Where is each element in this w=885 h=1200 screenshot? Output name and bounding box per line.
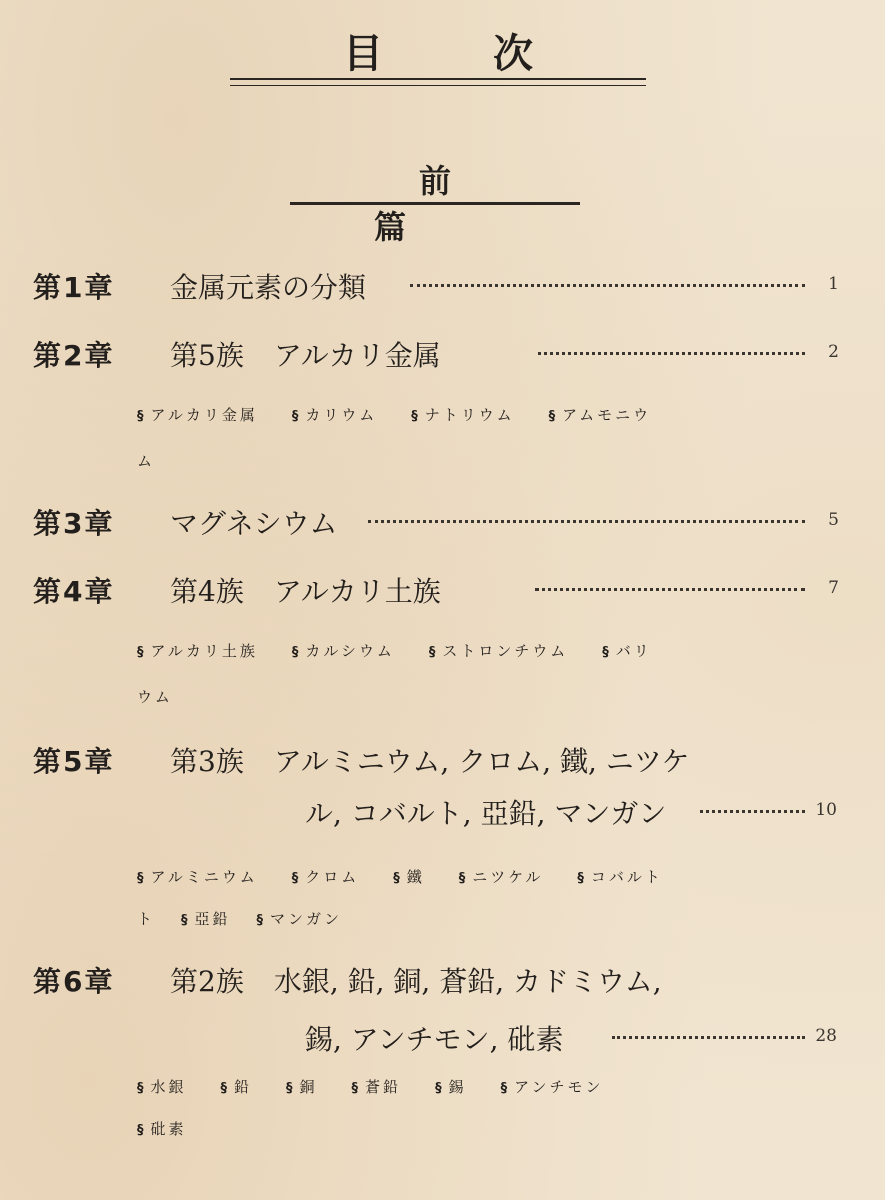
subsection-label: アルミニウム bbox=[150, 868, 258, 886]
subsection-item[interactable] bbox=[429, 642, 568, 660]
subsection-item[interactable] bbox=[549, 406, 651, 424]
subsection-label: 鉛 bbox=[234, 1078, 253, 1096]
subsection-item[interactable] bbox=[137, 1120, 187, 1138]
subsection-label: 錫 bbox=[448, 1078, 467, 1096]
chapter-title: 水銀, 鉛, 銅, 蒼鉛, カドミウム, bbox=[273, 965, 662, 998]
chapter-title: アルミニウム, クロム, 鐵, ニツケ bbox=[273, 745, 690, 778]
chapter-group: 第3族 bbox=[170, 745, 244, 778]
subsection-label: カリウム bbox=[305, 406, 378, 424]
page-number: 10 bbox=[815, 800, 837, 820]
chapter-group: 第5族 bbox=[170, 339, 244, 372]
subsection-label: アムモニウ bbox=[562, 406, 652, 424]
chapter-number: 第1章 bbox=[33, 271, 115, 304]
subsection-item[interactable] bbox=[181, 910, 231, 928]
subsection-label: ウム bbox=[137, 688, 173, 706]
section-mark: § bbox=[137, 645, 147, 660]
chapter-group: 第4族 bbox=[170, 575, 244, 608]
chapter-number: 第6章 bbox=[33, 965, 115, 998]
section-mark: § bbox=[393, 871, 403, 886]
subsection-label: 砒素 bbox=[150, 1120, 187, 1138]
subsection-label: 銅 bbox=[299, 1078, 318, 1096]
dot-leader bbox=[612, 1036, 805, 1039]
toc-entry-continuation[interactable] bbox=[0, 792, 885, 838]
subsection-item[interactable] bbox=[435, 1078, 467, 1096]
subsection-continuation bbox=[137, 450, 181, 471]
toc-entry[interactable] bbox=[0, 502, 885, 548]
toc-entry[interactable] bbox=[0, 570, 885, 616]
subsection-label: 亞鉛 bbox=[194, 910, 231, 928]
chapter-heading bbox=[170, 740, 690, 780]
section-mark: § bbox=[137, 1081, 147, 1096]
subsection-item[interactable] bbox=[137, 642, 258, 660]
toc-entry-continuation[interactable] bbox=[0, 1018, 885, 1064]
subsection-label: 水銀 bbox=[150, 1078, 187, 1096]
section-mark: § bbox=[256, 913, 267, 928]
subsection-item[interactable] bbox=[292, 868, 360, 886]
page-number: 2 bbox=[828, 342, 839, 362]
section-mark: § bbox=[137, 1123, 147, 1138]
subsection-label: マンガン bbox=[270, 910, 343, 928]
section-mark: § bbox=[351, 1081, 362, 1096]
chapter-number: 第4章 bbox=[33, 575, 115, 608]
chapter-group: 第2族 bbox=[170, 965, 244, 998]
subsection-item[interactable] bbox=[221, 1078, 253, 1096]
subsection-list bbox=[137, 640, 686, 661]
subsection-continuation bbox=[137, 686, 199, 707]
section-mark: § bbox=[137, 871, 147, 886]
subsection-label: アルカリ金属 bbox=[150, 406, 258, 424]
dot-leader bbox=[410, 284, 805, 287]
chapter-title-line2: ル, コバルト, 亞鉛, マンガン bbox=[305, 797, 667, 830]
section-mark: § bbox=[291, 645, 302, 660]
subsection-item[interactable] bbox=[411, 406, 514, 424]
subsection-label: ニツケル bbox=[472, 868, 544, 886]
subsection-item[interactable] bbox=[286, 1078, 318, 1096]
subsection-item[interactable] bbox=[459, 868, 544, 886]
subsection-list bbox=[137, 866, 697, 887]
page-number: 28 bbox=[815, 1026, 837, 1046]
section-underline bbox=[290, 202, 580, 205]
subsection-label: ト bbox=[137, 910, 156, 928]
subsection-item[interactable] bbox=[577, 868, 663, 886]
subsection-item[interactable] bbox=[292, 642, 395, 660]
subsection-label: コバルト bbox=[590, 868, 663, 886]
subsection-item[interactable] bbox=[257, 910, 343, 928]
title-underline bbox=[230, 78, 646, 86]
chapter-heading bbox=[170, 570, 441, 610]
page-number: 7 bbox=[828, 578, 839, 598]
toc-entry[interactable] bbox=[0, 740, 885, 786]
subsection-label: アンチモン bbox=[514, 1078, 604, 1096]
subsection-continuation bbox=[137, 908, 368, 929]
toc-entry[interactable] bbox=[0, 334, 885, 380]
subsection-label: ム bbox=[137, 452, 156, 470]
subsection-list bbox=[137, 404, 685, 425]
section-mark: § bbox=[577, 871, 587, 886]
section-mark: § bbox=[291, 871, 302, 886]
dot-leader bbox=[535, 588, 805, 591]
subsection-item[interactable] bbox=[352, 1078, 402, 1096]
subsection-label: クロム bbox=[305, 868, 360, 886]
subsection-label: アルカリ土族 bbox=[150, 642, 258, 660]
section-mark: § bbox=[458, 871, 469, 886]
chapter-number: 第3章 bbox=[33, 507, 115, 540]
subsection-label: カルシウム bbox=[305, 642, 395, 660]
chapter-heading bbox=[170, 334, 441, 374]
subsection-label: ナトリウム bbox=[424, 406, 515, 424]
section-mark: § bbox=[548, 409, 559, 424]
section-mark: § bbox=[286, 1081, 296, 1096]
subsection-item[interactable] bbox=[292, 406, 377, 424]
subsection-item[interactable] bbox=[393, 868, 425, 886]
subsection-item[interactable] bbox=[137, 1078, 187, 1096]
chapter-number: 第5章 bbox=[33, 745, 115, 778]
toc-entry[interactable] bbox=[0, 960, 885, 1006]
dot-leader bbox=[538, 352, 805, 355]
section-mark: § bbox=[602, 645, 612, 660]
chapter-heading bbox=[170, 960, 662, 1000]
subsection-label: 鐵 bbox=[406, 868, 425, 886]
section-mark: § bbox=[500, 1081, 511, 1096]
toc-title: 目次 bbox=[343, 30, 643, 77]
chapter-number: 第2章 bbox=[33, 339, 115, 372]
section-mark: § bbox=[181, 913, 191, 928]
chapter-title: 金属元素の分類 bbox=[170, 271, 367, 304]
subsection-continuation bbox=[137, 1118, 213, 1139]
subsection-label: 蒼鉛 bbox=[365, 1078, 402, 1096]
section-mark: § bbox=[435, 1081, 445, 1096]
section-mark: § bbox=[428, 645, 439, 660]
section-mark: § bbox=[137, 409, 147, 424]
subsection-item[interactable] bbox=[501, 1078, 604, 1096]
subsection-item[interactable] bbox=[137, 406, 258, 424]
subsection-list bbox=[137, 1076, 637, 1097]
subsection-item[interactable] bbox=[137, 868, 258, 886]
chapter-title: アルカリ金属 bbox=[273, 339, 441, 372]
subsection-item[interactable] bbox=[602, 642, 652, 660]
toc-entry[interactable] bbox=[0, 266, 885, 312]
page-number: 5 bbox=[828, 510, 839, 530]
dot-leader bbox=[700, 810, 805, 813]
page-number: 1 bbox=[828, 274, 839, 294]
chapter-title-line2: 錫, アンチモン, 砒素 bbox=[305, 1023, 564, 1056]
dot-leader bbox=[368, 520, 805, 523]
section-mark: § bbox=[411, 409, 421, 424]
section-mark: § bbox=[291, 409, 302, 424]
chapter-title: アルカリ土族 bbox=[273, 575, 441, 608]
section-mark: § bbox=[220, 1081, 231, 1096]
subsection-label: ストロンチウム bbox=[442, 642, 569, 660]
chapter-title: マグネシウム bbox=[170, 507, 338, 540]
subsection-label: バリ bbox=[615, 642, 652, 660]
section-heading: 前篇 bbox=[373, 162, 541, 246]
